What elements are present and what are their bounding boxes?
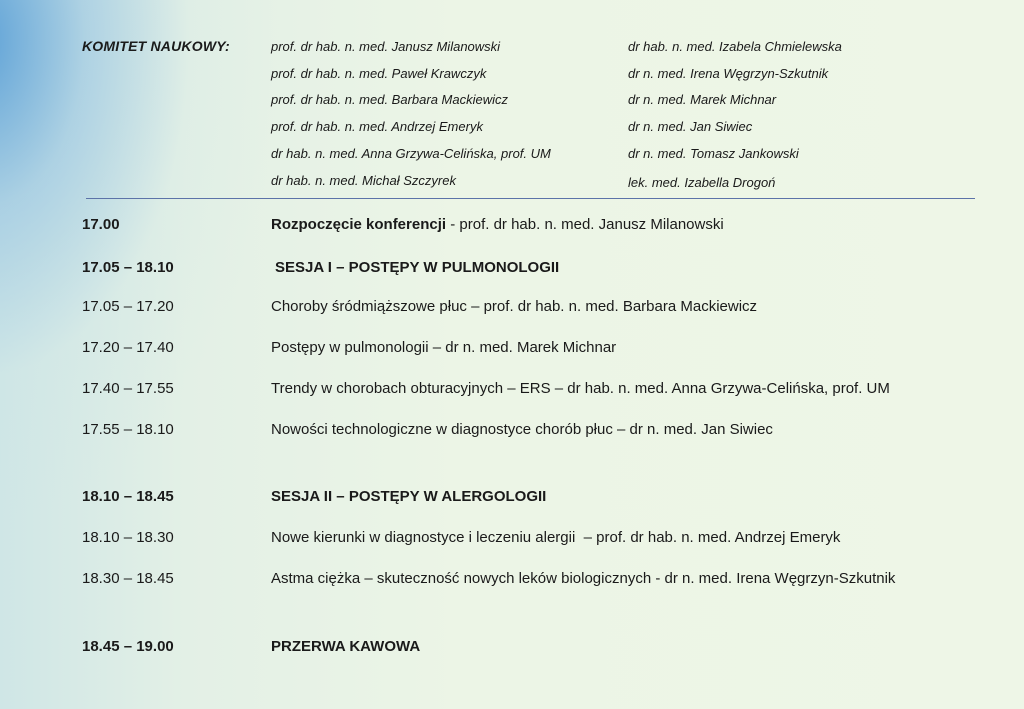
session-title: SESJA II – POSTĘPY W ALERGOLOGII bbox=[271, 488, 547, 505]
committee-member: prof. dr hab. n. med. Barbara Mackiewicz bbox=[271, 92, 508, 108]
committee-member: prof. dr hab. n. med. Janusz Milanowski bbox=[271, 39, 501, 54]
program-description: Postępy w pulmonologii – dr n. med. Marek Michnar bbox=[271, 339, 617, 356]
committee-member: prof. dr hab. n. med. Andrzej Emeryk bbox=[271, 119, 483, 135]
committee-member: prof. dr hab. n. med. Paweł Krawczyk bbox=[271, 65, 487, 81]
program-description bbox=[271, 216, 724, 234]
committee-member: dr hab. n. med. Anna Grzywa-Celińska, prof. UM bbox=[271, 145, 551, 161]
committee-member: dr n. med. Jan Siwiec bbox=[628, 119, 753, 135]
program-time: 18.45 – 19.00 bbox=[82, 638, 174, 655]
committee-column-1 bbox=[271, 38, 551, 199]
program-description: Nowości technologiczne w diagnostyce chorób płuc – dr n. med. Jan Siwiec bbox=[271, 421, 773, 438]
program-time: 18.10 – 18.30 bbox=[82, 529, 174, 546]
committee-label: KOMITET NAUKOWY: bbox=[82, 38, 230, 54]
program-time: 17.05 – 18.10 bbox=[82, 259, 174, 276]
committee-member: dr n. med. Irena Węgrzyn-Szkutnik bbox=[628, 65, 829, 81]
program-time: 17.05 – 17.20 bbox=[82, 298, 174, 315]
committee-member: dr n. med. Marek Michnar bbox=[628, 92, 777, 108]
program-time: 17.00 bbox=[82, 216, 120, 233]
program-description: Nowe kierunki w diagnostyce i leczeniu alergii – prof. dr hab. n. med. Andrzej Emeryk bbox=[271, 529, 841, 546]
committee-member: dr n. med. Tomasz Jankowski bbox=[628, 145, 799, 161]
program-title: Rozpoczęcie konferencji bbox=[271, 216, 447, 233]
program-time: 17.40 – 17.55 bbox=[82, 380, 174, 397]
program-time: 18.10 – 18.45 bbox=[82, 488, 174, 505]
committee-member: lek. med. Izabella Drogoń bbox=[628, 175, 776, 191]
section-divider bbox=[86, 198, 975, 199]
committee-column-2 bbox=[628, 38, 842, 201]
committee-member: dr hab. n. med. Izabela Chmielewska bbox=[628, 39, 842, 54]
program-time: 17.55 – 18.10 bbox=[82, 421, 174, 438]
committee-member: dr hab. n. med. Michał Szczyrek bbox=[271, 173, 456, 189]
program-description: Choroby śródmiąższowe płuc – prof. dr hab. n. med. Barbara Mackiewicz bbox=[271, 298, 758, 315]
break-title: PRZERWA KAWOWA bbox=[271, 638, 421, 655]
program-detail: - prof. dr hab. n. med. Janusz Milanowski bbox=[446, 216, 724, 233]
session-title: SESJA I – POSTĘPY W PULMONOLOGII bbox=[275, 259, 560, 276]
program-description: Trendy w chorobach obturacyjnych – ERS – dr hab. n. med. Anna Grzywa-Celińska, prof. UM bbox=[271, 380, 890, 397]
program-time: 18.30 – 18.45 bbox=[82, 570, 174, 587]
program-time: 17.20 – 17.40 bbox=[82, 339, 174, 356]
program-description: Astma ciężka – skuteczność nowych leków biologicznych - dr n. med. Irena Węgrzyn-Szkutnik bbox=[271, 570, 896, 587]
